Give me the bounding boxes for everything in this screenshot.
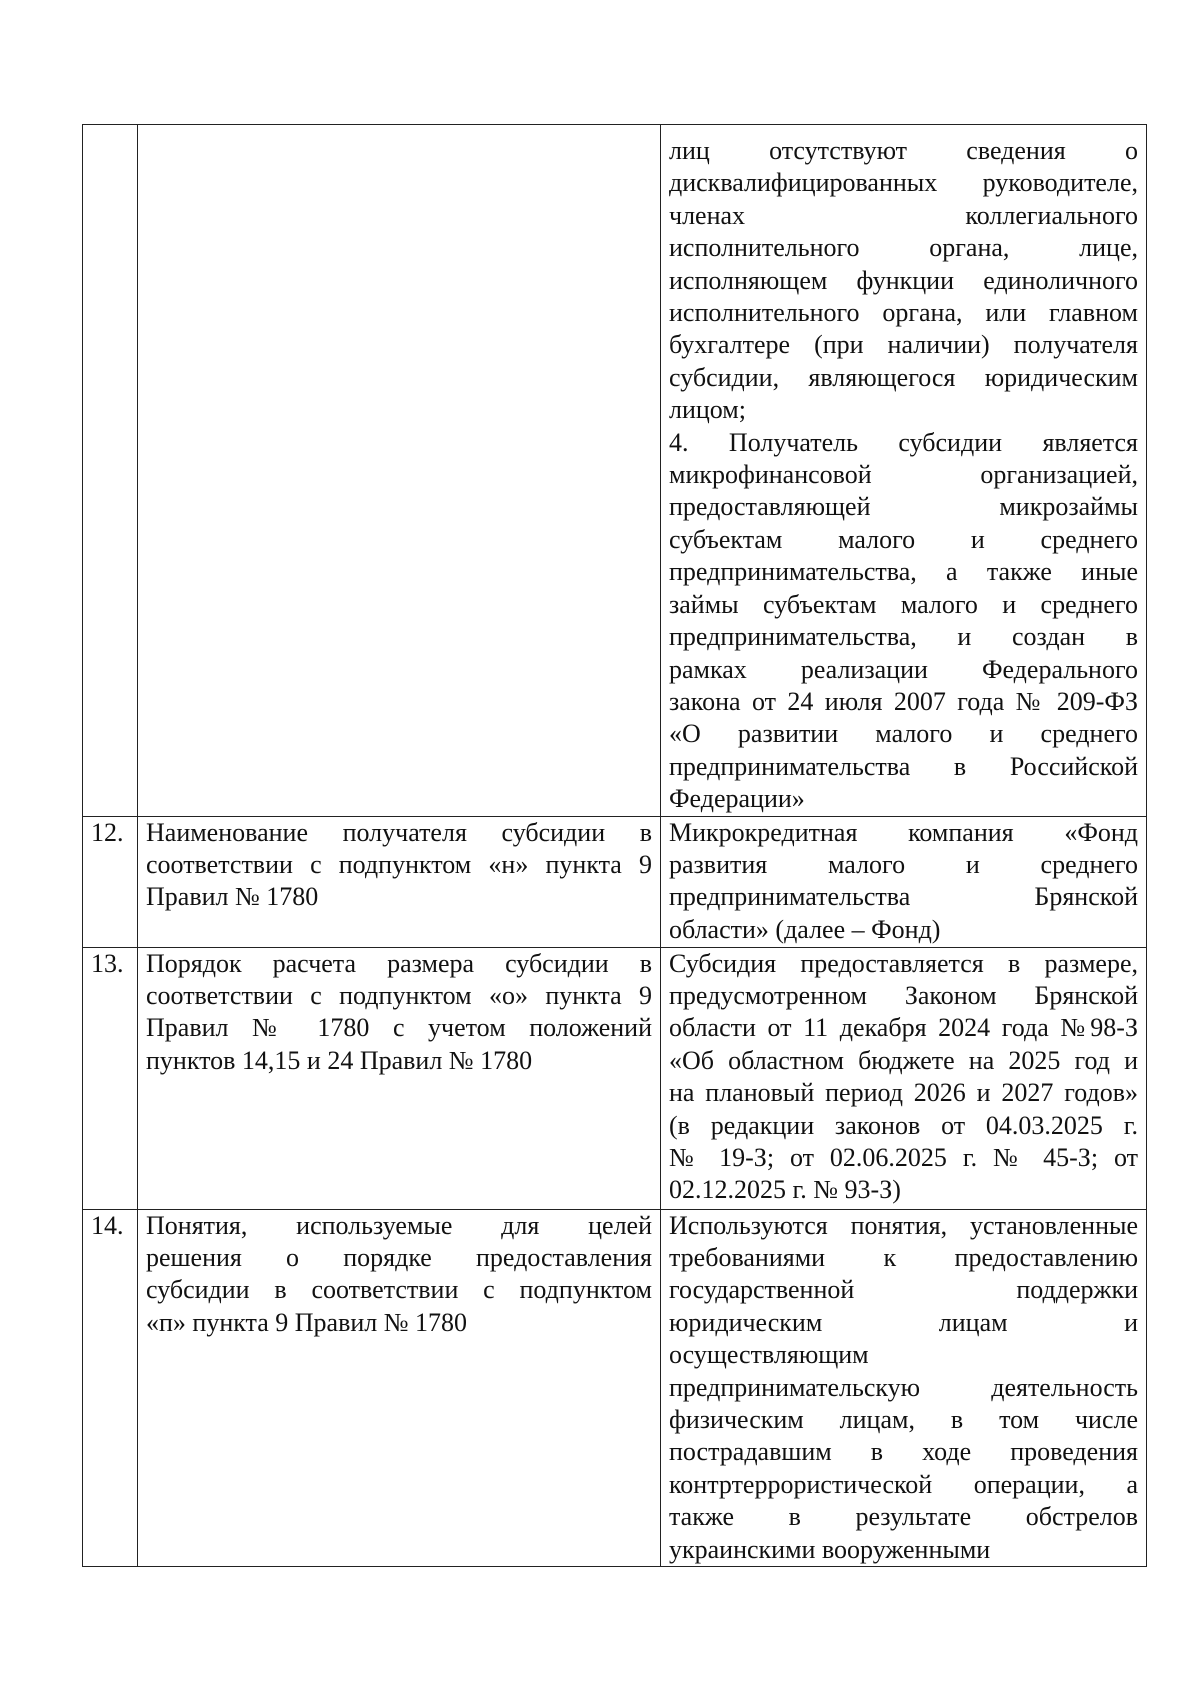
text-line: (в редакции законов от 04.03.2025 г. xyxy=(669,1110,1138,1140)
text-line: предпринимательскую деятельность xyxy=(669,1372,1138,1402)
text-line: субсидии в соответствии с подпунктом xyxy=(146,1275,652,1305)
text-line: № 19-З; от 02.06.2025 г. № 45-З; от xyxy=(669,1142,1138,1172)
text-line: предпринимательства Брянской xyxy=(669,882,1138,912)
text-line: юридическим лицам и xyxy=(669,1307,1138,1337)
text-line: также в результате обстрелов xyxy=(669,1502,1138,1532)
text-line: развития малого и среднего xyxy=(669,849,1138,879)
row-number-cell: 13. xyxy=(83,947,138,1209)
text-line: предоставляющей микрозаймы xyxy=(669,492,1138,522)
text-line: предпринимательства, и создан в xyxy=(669,622,1138,652)
table-row xyxy=(83,947,1147,1209)
text-line: соответствии с подпунктом «о» пункта 9 xyxy=(146,980,652,1010)
row-number-cell: 12. xyxy=(83,816,138,947)
text-line: физическим лицам, в том числе xyxy=(669,1404,1138,1434)
row-name-cell xyxy=(138,1209,661,1566)
text-line: займы субъектам малого и среднего xyxy=(669,589,1138,619)
text-line: лиц отсутствуют сведения о xyxy=(669,136,1138,165)
text-line: микрофинансовой организацией, xyxy=(669,460,1138,490)
text-line: закона от 24 июля 2007 года № 209-ФЗ xyxy=(669,686,1138,716)
row-name-cell xyxy=(138,947,661,1209)
row-name-cell xyxy=(138,816,661,947)
table-row xyxy=(83,125,1147,817)
text-line: дисквалифицированных руководителе, xyxy=(669,168,1138,198)
text-line: субъектам малого и среднего xyxy=(669,524,1138,554)
text-line: предпринимательства в Российской xyxy=(669,751,1138,781)
text-line: «Об областном бюджете на 2025 год и xyxy=(669,1045,1138,1075)
text-line: исполнительного органа, или главном xyxy=(669,298,1138,328)
text-line: требованиями к предоставлению xyxy=(669,1242,1138,1272)
row-value-cell xyxy=(661,947,1147,1209)
text-line: пунктов 14,15 и 24 Правил № 1780 xyxy=(146,1045,533,1075)
regulation-table xyxy=(82,124,1147,1567)
text-line: «О развитии малого и среднего xyxy=(669,719,1138,749)
row-value-cell xyxy=(661,125,1147,817)
text-line: лицом; xyxy=(669,395,746,425)
text-line: Понятия, используемые для целей xyxy=(146,1210,652,1240)
text-line: решения о порядке предоставления xyxy=(146,1242,652,1272)
text-line: Наименование получателя субсидии в xyxy=(146,817,652,847)
text-line: «п» пункта 9 Правил № 1780 xyxy=(146,1307,468,1337)
text-line: членах коллегиального xyxy=(669,200,1138,230)
text-line: предпринимательства, а также иные xyxy=(669,557,1138,587)
text-line: Субсидия предоставляется в размере, xyxy=(669,948,1138,978)
text-line: бухгалтере (при наличии) получателя xyxy=(669,330,1138,360)
text-line: украинскими вооруженными xyxy=(669,1534,991,1564)
text-line: области от 11 декабря 2024 года №98-З xyxy=(669,1013,1138,1043)
text-line: Используются понятия, установленные xyxy=(669,1210,1138,1240)
text-line: соответствии с подпунктом «н» пункта 9 xyxy=(146,849,652,879)
text-line: 02.12.2025 г. № 93-З) xyxy=(669,1175,901,1205)
row-value-cell xyxy=(661,1209,1147,1566)
text-line: контртеррористической операции, а xyxy=(669,1469,1138,1499)
table-row xyxy=(83,816,1147,947)
text-line: области» (далее – Фонд) xyxy=(669,914,941,944)
text-line: Порядок расчета размера субсидии в xyxy=(146,948,652,978)
text-line: пострадавшим в ходе проведения xyxy=(669,1437,1138,1467)
row-number-cell: 14. xyxy=(83,1209,138,1566)
row-name-cell xyxy=(138,125,661,817)
table-row xyxy=(83,1209,1147,1566)
text-line: Правил № 1780 xyxy=(146,882,319,912)
text-line: исполняющем функции единоличного xyxy=(669,265,1138,295)
text-line: на плановый период 2026 и 2027 годов» xyxy=(669,1078,1138,1108)
text-line: предусмотренном Законом Брянской xyxy=(669,980,1138,1010)
text-line: субсидии, являющегося юридическим xyxy=(669,362,1138,392)
row-number-cell xyxy=(83,125,138,817)
text-line: осуществляющим xyxy=(669,1340,869,1370)
text-line: рамках реализации Федерального xyxy=(669,654,1138,684)
text-line: 4. Получатель субсидии является xyxy=(669,427,1138,457)
row-value-cell xyxy=(661,816,1147,947)
text-line: государственной поддержки xyxy=(669,1275,1138,1305)
text-line: Микрокредитная компания «Фонд xyxy=(669,817,1138,847)
text-line: Федерации» xyxy=(669,784,805,814)
text-line: Правил № 1780 с учетом положений xyxy=(146,1013,652,1043)
text-line: исполнительного органа, лице, xyxy=(669,233,1138,263)
